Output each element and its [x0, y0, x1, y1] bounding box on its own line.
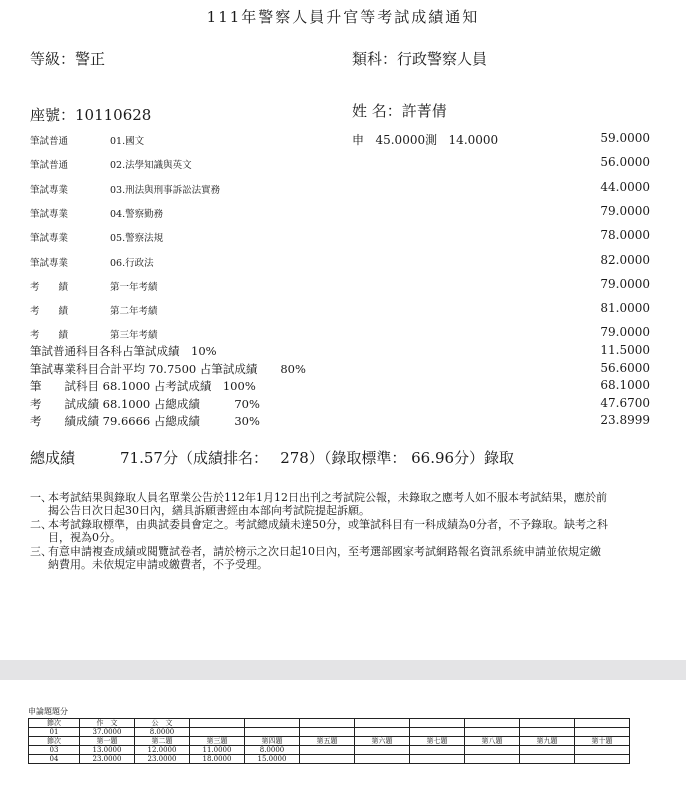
summary-label: 筆 試科目 68.1000 占考試成績 100% — [30, 379, 256, 394]
guowen-essay-score: 45.0000測 — [375, 133, 438, 147]
essay-score-cell — [575, 719, 630, 728]
summary-row — [30, 413, 650, 430]
essay-score-cell: 節次 — [29, 737, 80, 746]
summary-row — [30, 378, 650, 395]
summary-value: 23.8999 — [600, 413, 650, 428]
essay-score-cell: 18.0000 — [190, 755, 245, 764]
note-item — [30, 518, 610, 544]
subject-name: 03.刑法與刑事訴訟法實務 — [110, 184, 221, 196]
category-label: 類科：行政警察人員 — [352, 50, 488, 68]
subject-category: 考 績 — [30, 281, 69, 293]
subject-name: 04.警察勤務 — [110, 208, 164, 220]
summary-value: 68.1000 — [600, 378, 650, 393]
essay-score-cell: 第二題 — [135, 737, 190, 746]
guowen-detail — [352, 131, 498, 148]
essay-score-cell — [300, 719, 355, 728]
summary-row — [30, 396, 650, 413]
subject-name: 第一年考績 — [110, 281, 158, 293]
subject-category: 筆試專業 — [30, 257, 69, 269]
subject-score: 56.0000 — [600, 155, 650, 170]
seat-number: 座號：10110628 — [30, 106, 152, 124]
essay-score-cell — [410, 728, 465, 737]
essay-score-cell: 第三題 — [190, 737, 245, 746]
essay-score-cell — [465, 746, 520, 755]
guowen-mark: 申 — [352, 133, 365, 147]
essay-score-cell — [300, 755, 355, 764]
essay-score-cell: 13.0000 — [80, 746, 135, 755]
grade-label: 等級：警正 — [30, 50, 106, 68]
subject-category: 考 績 — [30, 306, 69, 318]
subject-row — [30, 251, 650, 273]
subject-row — [30, 153, 650, 175]
note-number: 二、 — [30, 518, 52, 531]
summary-row — [30, 361, 650, 378]
essay-score-cell — [190, 719, 245, 728]
subject-score: 82.0000 — [600, 252, 650, 267]
essay-score-cell: 23.0000 — [80, 755, 135, 764]
essay-score-cell — [575, 746, 630, 755]
summary-row — [30, 343, 650, 360]
essay-score-cell: 公 文 — [135, 719, 190, 728]
essay-score-cell — [245, 719, 300, 728]
essay-score-cell: 11.0000 — [190, 746, 245, 755]
subject-score: 79.0000 — [600, 203, 650, 218]
subject-name: 01.國文 — [110, 136, 145, 147]
notes-section — [30, 491, 610, 572]
essay-score-cell: 節次 — [29, 719, 80, 728]
subject-row — [30, 129, 650, 151]
subject-row — [30, 299, 650, 321]
note-number: 三、 — [30, 545, 52, 558]
essay-score-cell: 37.0000 — [80, 728, 135, 737]
subject-score: 81.0000 — [600, 301, 650, 316]
essay-score-cell — [520, 755, 575, 764]
subject-name: 06.行政法 — [110, 257, 154, 269]
subject-category: 考 績 — [30, 330, 69, 342]
essay-score-cell: 12.0000 — [135, 746, 190, 755]
essay-score-cell: 23.0000 — [135, 755, 190, 764]
subject-name: 第三年考績 — [110, 330, 158, 342]
essay-score-cell — [575, 728, 630, 737]
essay-scores-label: 申論題題分 — [28, 707, 68, 716]
subject-category: 筆試專業 — [30, 184, 69, 196]
subject-category: 筆試普通 — [30, 160, 69, 172]
total-score: 總成績 71.57分（成績排名： 278）（錄取標準： 66.96分）錄取 — [30, 449, 515, 467]
essay-score-cell: 第四題 — [245, 737, 300, 746]
summary-label: 筆試專業科目合計平均 70.7500 占筆試成績 80% — [30, 361, 306, 376]
essay-score-cell — [520, 746, 575, 755]
essay-score-cell — [300, 746, 355, 755]
essay-score-cell: 01 — [29, 728, 80, 737]
summary-value: 56.6000 — [600, 360, 650, 375]
candidate-name: 姓 名：許菁倩 — [352, 102, 447, 120]
note-text: 本考試錄取標準，由典試委員會定之。考試總成績未達50分，或筆試科目有一科成績為0分者，不予錄取。缺考之科目，視為0分。 — [48, 518, 608, 544]
essay-score-row — [29, 719, 630, 728]
essay-score-cell: 03 — [29, 746, 80, 755]
essay-score-table — [28, 718, 630, 764]
summary-label: 考 試成績 68.1000 占總成績 70% — [30, 396, 260, 411]
essay-score-cell: 第五題 — [300, 737, 355, 746]
essay-score-cell — [465, 755, 520, 764]
subject-row — [30, 226, 650, 248]
subject-category: 筆試專業 — [30, 233, 69, 245]
subject-score: 79.0000 — [600, 325, 650, 340]
subject-score: 44.0000 — [600, 179, 650, 194]
subject-row — [30, 275, 650, 297]
essay-score-cell — [410, 719, 465, 728]
note-item — [30, 491, 610, 517]
note-text: 本考試結果與錄取人員名單業公告於112年1月12日出刊之考試院公報，未錄取之應考人如不服本考試結果，應於前揭公告日次日起30日內，繕具訴願書經由本部向考試院提起訴願。 — [48, 491, 607, 517]
essay-score-row — [29, 728, 630, 737]
page-separator — [0, 660, 686, 680]
summary-label: 考 績成績 79.6666 占總成績 30% — [30, 414, 260, 429]
essay-score-cell: 第一題 — [80, 737, 135, 746]
essay-score-cell: 第七題 — [410, 737, 465, 746]
essay-score-cell: 15.0000 — [245, 755, 300, 764]
subject-category: 筆試普通 — [30, 136, 69, 147]
subject-name: 05.警察法規 — [110, 233, 164, 245]
essay-score-cell — [575, 755, 630, 764]
summary-label: 筆試普通科目各科占筆試成績 10% — [30, 344, 217, 358]
essay-score-cell — [245, 728, 300, 737]
essay-score-cell: 第八題 — [465, 737, 520, 746]
essay-score-cell — [355, 719, 410, 728]
essay-score-cell: 8.0000 — [245, 746, 300, 755]
essay-score-cell: 04 — [29, 755, 80, 764]
summary-value: 11.5000 — [600, 343, 650, 357]
essay-score-cell — [465, 719, 520, 728]
summary-value: 47.6700 — [600, 395, 650, 410]
essay-score-row — [29, 755, 630, 764]
subject-category: 筆試專業 — [30, 208, 69, 220]
essay-score-cell — [410, 746, 465, 755]
subject-score: 78.0000 — [600, 228, 650, 243]
essay-score-cell: 第六題 — [355, 737, 410, 746]
essay-score-cell — [355, 746, 410, 755]
note-number: 一、 — [30, 491, 52, 504]
note-text: 有意申請複查成績或閱覽試卷者，請於榜示之次日起10日內，至考選部國家考試網路報名資訊系統申請並依規定繳納費用。未依規定申請或繳費者，不予受理。 — [48, 545, 601, 571]
subject-name: 02.法學知識與英文 — [110, 160, 192, 172]
note-item — [30, 545, 610, 571]
subject-score: 59.0000 — [600, 131, 650, 145]
guowen-test-score: 14.0000 — [448, 133, 499, 147]
essay-score-row — [29, 737, 630, 746]
essay-score-cell — [355, 728, 410, 737]
essay-score-cell — [465, 728, 520, 737]
essay-score-cell — [190, 728, 245, 737]
essay-score-cell — [520, 728, 575, 737]
essay-score-row — [29, 746, 630, 755]
essay-score-cell — [300, 728, 355, 737]
essay-score-cell — [520, 719, 575, 728]
subject-row — [30, 202, 650, 224]
essay-score-cell: 8.0000 — [135, 728, 190, 737]
subject-row — [30, 178, 650, 200]
subject-score: 79.0000 — [600, 276, 650, 291]
subject-name: 第二年考績 — [110, 306, 158, 318]
essay-score-cell: 第九題 — [520, 737, 575, 746]
page-title: 111年警察人員升官等考試成績通知 — [206, 8, 480, 26]
essay-score-cell — [355, 755, 410, 764]
essay-score-cell: 作 文 — [80, 719, 135, 728]
essay-score-cell — [410, 755, 465, 764]
essay-score-cell: 第十題 — [575, 737, 630, 746]
